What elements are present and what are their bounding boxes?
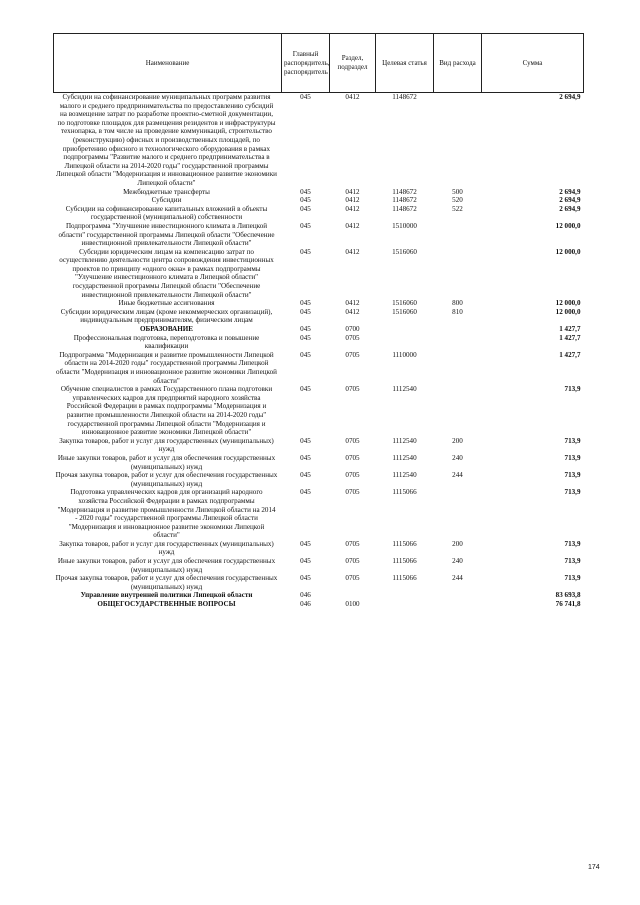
row-sum: 1 427,7 [559,350,581,359]
row-grbs: 045 [300,453,311,462]
row-name: ОБРАЗОВАНИЕ [139,325,193,334]
row-target-article: 1112540 [392,385,417,394]
row-expense-type [434,93,482,188]
header-name: Наименование [54,34,282,93]
row-grbs: 045 [300,471,311,480]
row-sum: 713,9 [564,453,581,462]
table-row [54,325,584,334]
row-grbs: 045 [300,436,311,445]
table-row [54,93,584,188]
row-expense-type [434,248,482,300]
row-target-article [376,600,434,609]
row-target-article: 1516060 [392,299,417,308]
row-razdel: 0705 [345,436,360,445]
row-target-article: 1115066 [392,557,417,566]
row-target-article [376,334,434,351]
header-expense-type: Вид расхода [434,34,482,93]
row-sum: 12 000,0 [555,307,581,316]
budget-table [53,33,584,609]
row-name: Подготовка управленческих кадров для организаций народного хозяйства Российской Федерации в рамках подпрограммы "Модернизация и развитие промышленности Липецкой области на 2014 - 2020 годы" государственной программы Липецкой области "Модернизация и инновационное развитие экономики Липецкой области" [57,488,276,540]
row-sum: 713,9 [564,471,581,480]
table-row [54,557,584,574]
row-target-article: 1516060 [392,307,417,316]
row-name: Субсидии на софинансирование капитальных вложений в объекты государственной (муниципальной) собственности [65,204,268,222]
row-name: Закупка товаров, работ и услуг для государственных (муниципальных) нужд [59,539,274,557]
row-expense-type [434,351,482,385]
row-grbs: 045 [300,204,311,213]
table-row [54,591,584,600]
row-razdel: 0705 [345,557,360,566]
row-sum: 1 427,7 [559,325,581,334]
row-target-article: 1115066 [392,488,417,497]
row-razdel [330,591,376,600]
row-razdel: 0100 [345,600,360,609]
row-expense-type [434,591,482,600]
row-razdel: 0412 [345,221,360,230]
row-razdel: 0705 [345,350,360,359]
header-target-article: Целевая статья [376,34,434,93]
row-name: Субсидии [151,196,182,205]
row-grbs: 045 [300,488,311,497]
row-target-article: 1516060 [392,247,417,256]
row-target-article: 1148672 [392,204,417,213]
row-target-article [376,325,434,334]
table-row [54,222,584,248]
table-body [54,93,584,609]
row-target-article: 1115066 [392,539,417,548]
header-sum: Сумма [482,34,584,93]
row-name: Обучение специалистов в рамках Государственного плана подготовки управленческих кадров для предприятий народного хозяйства Российской Федерации в рамках подпрограммы "Модернизация и развитие промышленности Липецкой области на 2014-2020 годы" государственной программы Липецкой области "Модернизация и инновационное развитие экономики Липецкой области" [60,385,273,437]
row-expense-type [434,325,482,334]
row-sum: 83 693,8 [555,591,581,600]
row-name: Управление внутренней политики Липецкой области [80,591,253,600]
row-name: Прочая закупка товаров, работ и услуг для обеспечения государственных (муниципальных) нужд [55,574,278,591]
row-sum: 12 000,0 [555,221,581,230]
table-row [54,351,584,385]
row-expense-type [434,222,482,248]
table-row [54,299,584,308]
row-target-article: 1112540 [392,453,417,462]
row-expense-type [434,600,482,609]
row-sum: 713,9 [564,436,581,445]
row-razdel: 0412 [330,93,376,188]
page-number: 174 [588,864,600,871]
row-sum: 713,9 [564,539,581,548]
row-expense-type: 810 [452,307,463,316]
table-row [54,248,584,300]
row-grbs: 045 [300,196,311,205]
row-name: Субсидии на софинансирование муниципальных программ развития малого и среднего предпринимательства по предоставлению субсидий на возмещение затрат по разработке проектно-сметной документации, по подготовке площадок для размещения резидентов и инфраструктуры технопарка, в том числе на проведение коммуникаций, строительство (реконструкцию) офисных и производственных площадей, по приобретению офисного и технологического оборудования в рамках подпрограммы "Развитие малого и среднего предпринимательства в Липецкой области на 2014-2020 годы" государственной программы Липецкой области "Модернизация и инновационное развитие экономики Липецкой области" [54,93,282,188]
row-name: Субсидии юридическим лицам (кроме некоммерческих организаций), индивидуальным предпринимателям, физическим лицам [60,307,273,325]
row-name: Межбюджетные трансферты [123,187,210,196]
row-grbs: 045 [300,247,311,256]
row-expense-type [434,385,482,437]
row-razdel: 0705 [345,539,360,548]
row-name: Иные бюджетные ассигнования [118,299,215,308]
row-sum: 2 694,9 [559,187,581,196]
row-grbs: 045 [300,299,311,308]
budget-document [53,33,583,609]
table-row [54,196,584,205]
table-row [54,574,584,591]
table-row [54,334,584,351]
row-razdel: 0412 [345,247,360,256]
table-row [54,437,584,454]
row-target-article: 1148672 [392,196,417,205]
row-razdel: 0700 [345,325,360,334]
row-name: Иные закупки товаров, работ и услуг для обеспечения государственных (муниципальных) нужд [57,557,276,574]
row-grbs: 045 [300,325,311,334]
table-row [54,600,584,609]
row-sum: 713,9 [564,385,581,394]
row-target-article: 1148672 [392,187,417,196]
row-name: Подпрограмма "Улучшение инвестиционного климата в Липецкой области" государственной программы Липецкой области "Обеспечение инвестиционной привлекательности Липецкой области" [58,221,275,248]
row-target-article: 1112540 [392,471,417,480]
row-grbs: 045 [300,187,311,196]
row-target-article: 1148672 [376,93,434,188]
row-sum: 2 694,9 [559,204,581,213]
table-header [54,34,584,93]
row-expense-type [434,334,482,351]
row-target-article: 1115066 [392,574,417,583]
row-expense-type: 522 [452,204,463,213]
row-grbs: 046 [300,600,311,609]
row-sum: 713,9 [564,574,581,583]
table-row [54,205,584,222]
row-razdel: 0412 [345,307,360,316]
row-target-article [376,591,434,600]
row-expense-type [434,488,482,540]
row-expense-type: 244 [452,471,463,480]
table-row [54,308,584,325]
table-row [54,540,584,557]
row-sum: 1 427,7 [559,333,581,342]
row-expense-type: 520 [452,196,463,205]
row-sum: 12 000,0 [555,247,581,256]
row-razdel: 0705 [345,574,360,583]
row-expense-type: 500 [452,187,463,196]
row-grbs: 045 [300,385,311,394]
row-expense-type: 200 [452,436,463,445]
table-row [54,188,584,197]
row-name: Закупка товаров, работ и услуг для государственных (муниципальных) нужд [59,436,274,454]
row-expense-type: 200 [452,539,463,548]
row-sum: 76 741,8 [555,600,581,609]
table-row [54,385,584,437]
row-razdel: 0705 [345,453,360,462]
table-row [54,488,584,540]
row-expense-type: 244 [452,574,463,583]
row-sum: 713,9 [564,488,581,497]
row-grbs: 045 [300,307,311,316]
header-grbs: Главный распорядитель, распорядитель [282,34,330,93]
header-razdel: Раздел, подраздел [330,34,376,93]
row-grbs: 045 [300,221,311,230]
table-row [54,454,584,471]
row-target-article: 1112540 [392,436,417,445]
row-grbs: 046 [300,591,311,600]
row-razdel: 0705 [345,333,360,342]
row-razdel: 0705 [345,488,360,497]
row-name: Профессиональная подготовка, переподготовка и повышение квалификации [73,333,260,351]
row-name: Иные закупки товаров, работ и услуг для обеспечения государственных (муниципальных) нужд [57,453,276,471]
row-grbs: 045 [282,93,330,188]
row-name: Субсидии юридическим лицам на компенсацию затрат по осуществлению деятельности центра сопровождения инвестиционных проектов по принципу «одного окна» в рамках подпрограммы "Улучшение инвестиционного климата в Липецкой области" государственной программы Липецкой области "Обеспечение инвестиционной привлекательности Липецкой области" [59,247,274,299]
row-grbs: 045 [300,574,311,583]
row-target-article: 1510000 [392,221,417,230]
row-razdel: 0412 [345,187,360,196]
row-razdel: 0412 [345,196,360,205]
row-razdel: 0705 [345,385,360,394]
row-sum: 2 694,9 [482,93,584,188]
row-sum: 2 694,9 [559,196,581,205]
row-sum: 713,9 [564,557,581,566]
row-expense-type: 240 [452,557,463,566]
row-grbs: 045 [300,333,311,342]
row-razdel: 0412 [345,299,360,308]
row-grbs: 045 [300,557,311,566]
row-name: Подпрограмма "Модернизация и развитие промышленности Липецкой области на 2014-2020 годы" государственной программы Липецкой области "Модернизация и инновационное развитие экономики Липецкой области" [56,350,277,385]
row-target-article: 1110000 [392,350,417,359]
row-name: ОБЩЕГОСУДАРСТВЕННЫЕ ВОПРОСЫ [97,600,236,609]
row-sum: 12 000,0 [555,299,581,308]
row-expense-type: 800 [452,299,463,308]
row-expense-type: 240 [452,453,463,462]
table-row [54,471,584,488]
row-name: Прочая закупка товаров, работ и услуг для обеспечения государственных (муниципальных) нужд [55,471,278,488]
row-razdel: 0705 [345,471,360,480]
row-grbs: 045 [300,539,311,548]
row-razdel: 0412 [345,204,360,213]
row-grbs: 045 [300,350,311,359]
